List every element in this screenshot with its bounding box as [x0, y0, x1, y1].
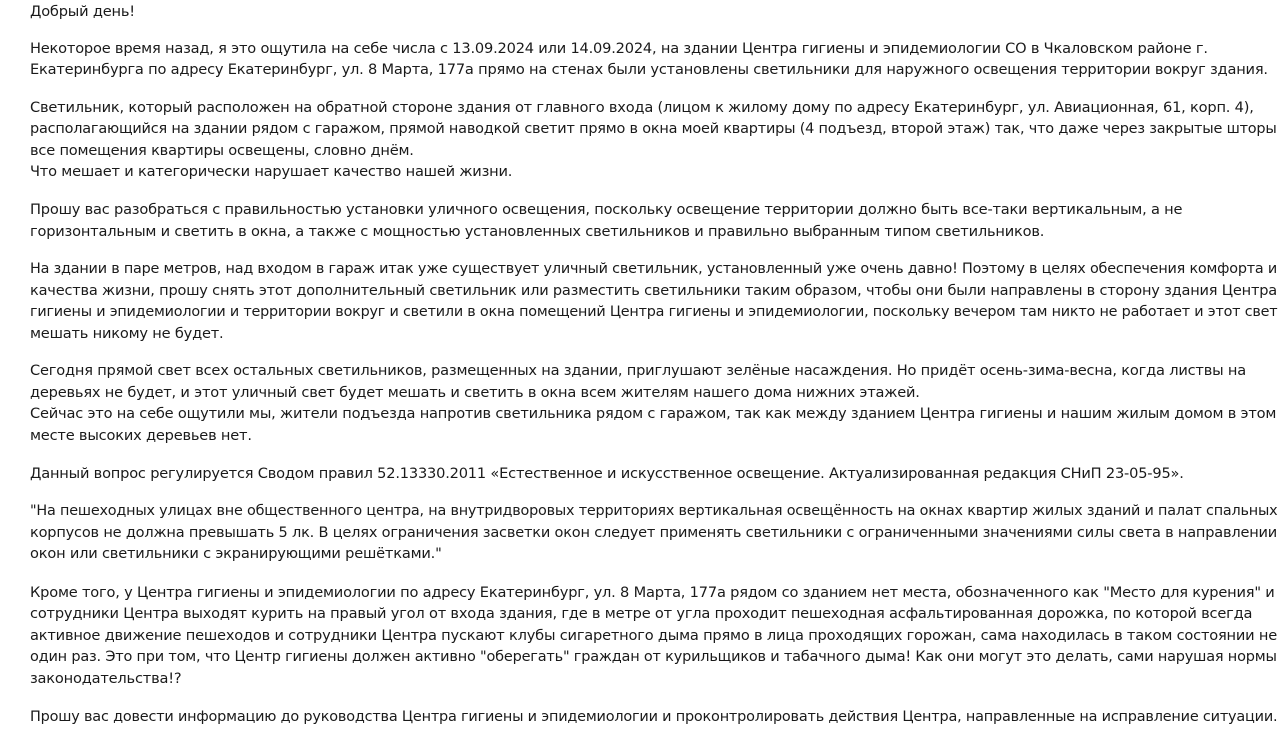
text-line: активное движение пешеходов и сотрудники Центра пускают клубы сигаретного дыма прямо в лица проходящих горожан, сама находилась в таком состоянии не — [30, 627, 1278, 644]
text-line: месте высоких деревьев нет. — [30, 427, 252, 444]
text-line: гигиены и эпидемиологии и территории вокруг и светили в окна помещений Центра гигиены и эпидемиологии, поскольку вечером там никто не работает и этот свет — [30, 303, 1278, 320]
text-line: располагающийся на здании рядом с гаражом, прямой наводкой светит прямо в окна моей квартиры (4 подъезд, второй этаж) так, что даже через закрытые шторы — [30, 120, 1277, 137]
text-line: качества жизни, прошу снять этот дополнительный светильник или разместить светильники таким образом, чтобы они были направлены в сторону здания Центра — [30, 282, 1277, 299]
text-line: Кроме того, у Центра гигиены и эпидемиологии по адресу Екатеринбург, ул. 8 Марта, 177а рядом со зданием нет места, обозначенного как "Место для курения" и — [30, 584, 1275, 601]
text-line: Светильник, который расположен на обратной стороне здания от главного входа (лицом к жилому дому по адресу Екатеринбург, ул. Авиационная, 61, корп. 4), — [30, 99, 1254, 116]
text-line: один раз. Это при том, что Центр гигиены должен активно "оберегать" граждан от курильщиков и табачного дыма! Как они могут это делать, сами нарушая нормы — [30, 648, 1277, 665]
text-line: сотрудники Центра выходят курить на правый угол от входа здания, где в метре от угла проходит пешеходная асфальтированная дорожка, по которой всегда — [30, 605, 1253, 622]
text-line: Сейчас это на себе ощутили мы, жители подъезда напротив светильника рядом с гаражом, так как между зданием Центра гигиены и нашим жилым домом в этом — [30, 405, 1277, 422]
text-line: горизонтальным и светить в окна, а также с мощностью установленных светильников и правильно выбранным типом светильников. — [30, 223, 1045, 240]
text-line: корпусов не должна превышать 5 лк. В целях ограничения засветки окон следует применять светильники с ограниченными значениями силы света в направлении — [30, 524, 1278, 541]
text-line: все помещения квартиры освещены, словно днём. — [30, 142, 414, 159]
text-line: На здании в паре метров, над входом в гараж итак уже существует уличный светильник, установленный уже очень давно! Поэтому в целях обеспечения комфорта и — [30, 260, 1278, 277]
text-line: законодательства!? — [30, 670, 182, 687]
text-line: "На пешеходных улицах вне общественного центра, на внутридворовых территориях вертикальная освещённость на окнах квартир жилых зданий и палат спальных — [30, 502, 1278, 519]
greeting: Добрый день! — [30, 3, 135, 20]
text-line: окон или светильники с экранирующими решётками." — [30, 545, 442, 562]
text-line: деревьях не будет, и этот уличный свет будет мешать и светить в окна всем жителям нашего дома нижних этажей. — [30, 384, 920, 401]
text-line: Что мешает и категорически нарушает качество нашей жизни. — [30, 163, 513, 180]
text-line: Екатеринбурга по адресу Екатеринбург, ул. 8 Марта, 177а прямо на стенах были установлены светильники для наружного освещения территории вокруг здания. — [30, 61, 1268, 78]
text-line: Прошу вас разобраться с правильностью установки уличного освещения, поскольку освещение территории должно быть все-таки вертикальным, а не — [30, 201, 1183, 218]
text-line: Сегодня прямой свет всех остальных светильников, размещенных на здании, приглушают зелёные насаждения. Но придёт осень-зима-весна, когда листвы на — [30, 362, 1246, 379]
text-line: Данный вопрос регулируется Сводом правил 52.13330.2011 «Естественное и искусственное освещение. Актуализированная редакция СНиП 23-05-95». — [30, 465, 1184, 482]
text-line: Прошу вас довести информацию до руководства Центра гигиены и эпидемиологии и проконтролировать действия Центра, направленные на исправление ситуации. — [30, 708, 1278, 725]
text-line: Некоторое время назад, я это ощутила на себе числа с 13.09.2024 или 14.09.2024, на здании Центра гигиены и эпидемиологии СО в Чкаловском районе г. — [30, 40, 1208, 57]
text-line: мешать никому не будет. — [30, 325, 224, 342]
